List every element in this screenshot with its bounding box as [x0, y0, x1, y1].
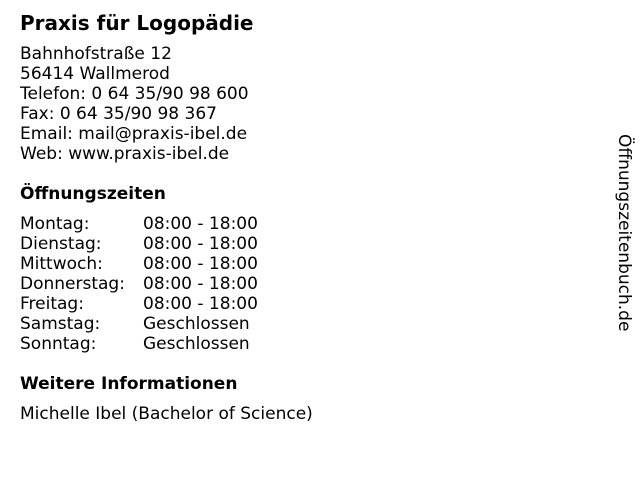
email-address[interactable]: Email: mail@praxis-ibel.de	[20, 124, 248, 144]
hours-row-saturday	[20, 314, 258, 334]
day-label: Sonntag:	[20, 334, 97, 354]
day-hours: 08:00 - 18:00	[143, 234, 258, 254]
day-label: Dienstag:	[20, 234, 102, 254]
brand-watermark: Öffnungszeitenbuch.de	[614, 134, 634, 332]
city-address: 56414 Wallmerod	[20, 64, 170, 84]
website-link[interactable]: Web: www.praxis-ibel.de	[20, 144, 230, 164]
hours-row-sunday	[20, 334, 258, 354]
opening-hours-table	[20, 214, 258, 354]
day-label: Freitag:	[20, 294, 84, 314]
day-hours: 08:00 - 18:00	[143, 274, 258, 294]
day-hours: 08:00 - 18:00	[143, 214, 258, 234]
hours-row-friday	[20, 294, 258, 314]
hours-row-monday	[20, 214, 258, 234]
day-label: Montag:	[20, 214, 90, 234]
practitioner-name: Michelle Ibel (Bachelor of Science)	[20, 404, 313, 424]
hours-row-wednesday	[20, 254, 258, 274]
opening-hours-heading: Öffnungszeiten	[20, 184, 166, 204]
day-label: Samstag:	[20, 314, 101, 334]
day-hours: Geschlossen	[143, 334, 250, 354]
fax-number: Fax: 0 64 35/90 98 367	[20, 104, 217, 124]
day-hours: 08:00 - 18:00	[143, 254, 258, 274]
day-label: Donnerstag:	[20, 274, 125, 294]
phone-number[interactable]: Telefon: 0 64 35/90 98 600	[20, 84, 249, 104]
hours-row-tuesday	[20, 234, 258, 254]
day-hours: 08:00 - 18:00	[143, 294, 258, 314]
hours-row-thursday	[20, 274, 258, 294]
day-hours: Geschlossen	[143, 314, 250, 334]
street-address: Bahnhofstraße 12	[20, 44, 172, 64]
day-label: Mittwoch:	[20, 254, 103, 274]
more-info-heading: Weitere Informationen	[20, 374, 238, 394]
contact-block	[20, 44, 249, 164]
page-title: Praxis für Logopädie	[20, 11, 254, 35]
